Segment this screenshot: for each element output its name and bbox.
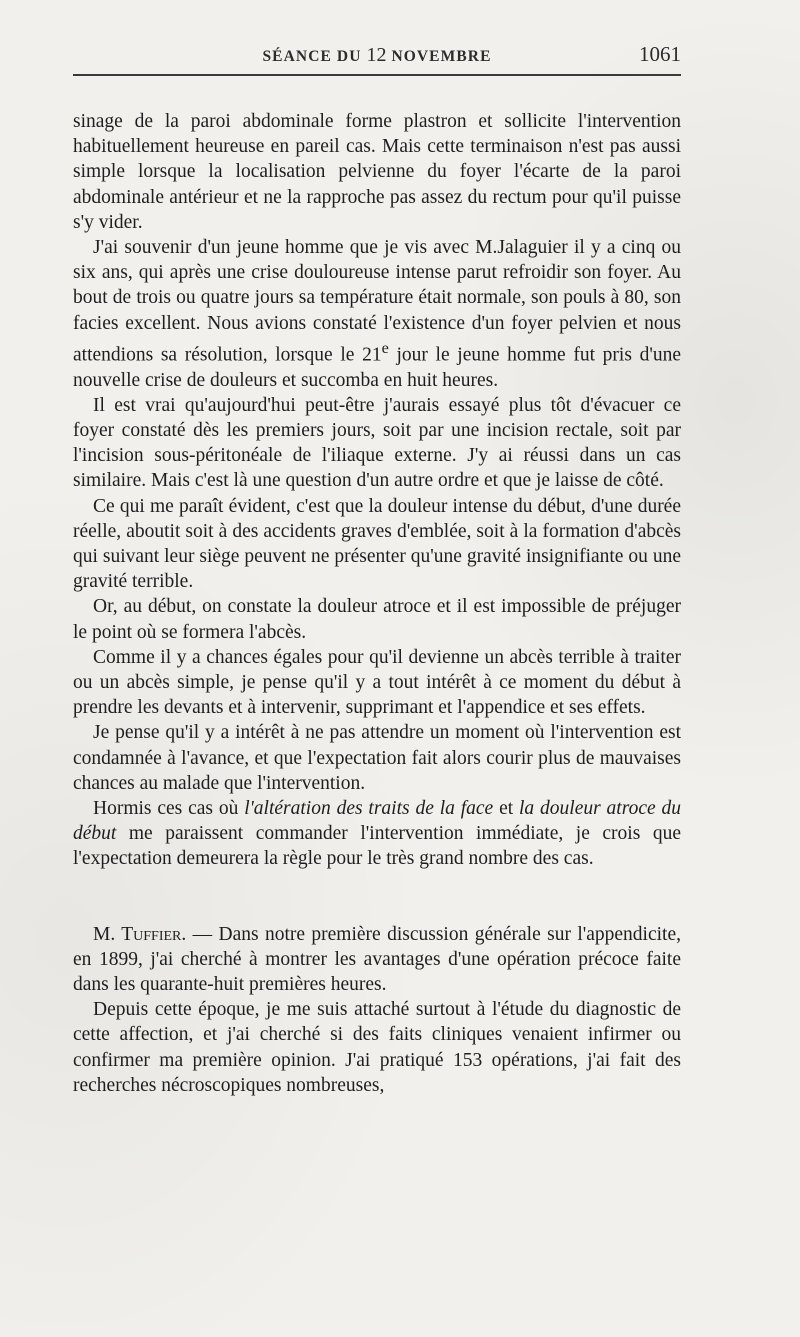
- italic-douleur-atroce: la douleur atroce du début: [73, 797, 681, 845]
- hormis-rest: me paraissent commander l'intervention immédiate, je crois que l'expectation demeurera la règle pour le très grand nombre des cas.: [73, 823, 681, 870]
- body-text: [73, 109, 681, 1098]
- paragraph-interet: Je pense qu'il y a intérêt à ne pas attendre un moment où l'intervention est condamnée à l'avance, et que l'expectation fait alors courir plus de mauvaises chances au malade que l'intervention.: [73, 722, 681, 794]
- section-gap: [73, 872, 681, 922]
- speaker-name: M. Tuffier.: [93, 923, 187, 945]
- paragraph-douleur-intense: Ce qui me paraît évident, c'est que la douleur intense du début, d'une durée réelle, aboutit soit à des accidents graves d'emblée, soit à la formation d'abcès qui suivant leur siège peuvent ne présenter qu'une gravité insignifiante ou une gravité terrible.: [73, 495, 681, 593]
- page-header: [73, 44, 681, 72]
- italic-alteration: l'altération des traits de la face: [244, 797, 494, 819]
- paragraph-continuation: sinage de la paroi abdominale forme plastron et sollicite l'intervention habituellement heureuse en pareil cas. Mais cette terminaison n'est pas aussi simple lorsque la localisation pelvienne du foyer l'écarte de la paroi abdominale antérieur et ne la rapproche pas assez du rectum pour qu'il puisse s'y vider.: [73, 111, 681, 233]
- paragraph-depuis: Depuis cette époque, je me suis attaché surtout à l'étude du diagnostic de cette affection, et j'ai cherché si des faits cliniques venaient infirmer ou confirmer ma première opinion. J'ai pratiqué 153 opérations, j'ai fait des recherches nécroscopiques nombreuses,: [73, 999, 681, 1096]
- page-number: 1061: [639, 42, 681, 66]
- running-title-day: 12: [366, 44, 387, 66]
- running-title-prefix: SÉANCE DU: [262, 48, 367, 65]
- tuffier-text: — Dans notre première discussion générale sur l'appendicite, en 1899, j'ai cherché à montrer les avantages d'une opération précoce faite dans les quarante-huit premières heures.: [73, 923, 681, 995]
- paragraph-jalaguier-case: J'ai souvenir d'un jeune homme que je vis avec M.Jalaguier il y a cinq ou six ans, qui après une crise douloureuse intense parut refroidir son foyer. Au bout de trois ou quatre jours sa température était normale, son pouls à 80, son facies excellent. Nous avions constaté l'existence d'un foyer pelvien et nous attendions sa résolution, lorsque le 21e jour le jeune homme fut pris d'une nouvelle crise de douleurs et succomba en huit heures.: [73, 237, 681, 391]
- hormis-lead: Hormis ces cas où: [93, 797, 245, 819]
- header-rule: [73, 74, 681, 76]
- running-title: [73, 44, 681, 67]
- paragraph-douleur-atroce: Or, au début, on constate la douleur atroce et il est impossible de préjuger le point où se formera l'abcès.: [73, 596, 681, 643]
- hormis-et: et: [493, 797, 519, 819]
- paragraph-chances-egales: Comme il y a chances égales pour qu'il devienne un abcès terrible à traiter ou un abcès simple, je pense qu'il y a tout intérêt à ce moment du début à prendre les devants et à intervenir, supprimant et l'appendice et ses effets.: [73, 646, 681, 719]
- running-title-month: NOVEMBRE: [386, 48, 492, 65]
- paragraph-hormis: [73, 796, 681, 872]
- paragraph-evacuation: Il est vrai qu'aujourd'hui peut-être j'aurais essayé plus tôt d'évacuer ce foyer constaté dès les premiers jours, soit par une incision rectale, soit par l'incision sous-péritonéale de l'iliaque externe. J'y ai réussi dans un cas similaire. Mais c'est là une question d'un autre ordre et que je laisse de côté.: [73, 394, 681, 492]
- paragraph-tuffier: [73, 922, 681, 998]
